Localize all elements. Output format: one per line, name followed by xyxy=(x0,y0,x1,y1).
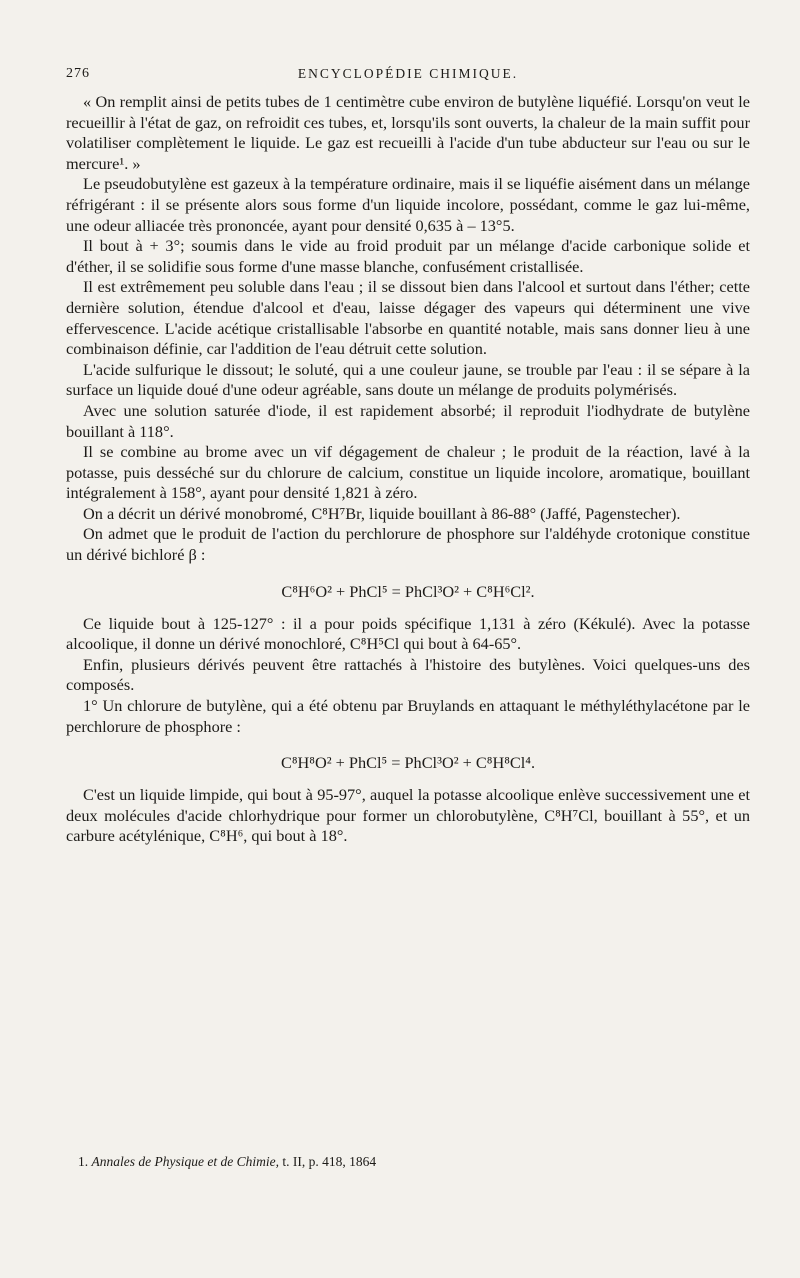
paragraph: On a décrit un dérivé monobromé, C⁸H⁷Br, liquide bouillant à 86-88° (Jaffé, Pagenstecher). xyxy=(83,503,681,523)
paragraph: Il se combine au brome avec un vif dégagement de chaleur ; le produit de la réaction, lavé à la potasse, puis desséché sur du chlorure de calcium, constitue un liquide incolore, aromatique, bouillant intégralement à 158°, ayant pour densité 1,821 à zéro. xyxy=(66,442,750,503)
paragraph: Il bout à + 3°; soumis dans le vide au froid produit par un mélange d'acide carbonique solide et d'éther, il se solidifie sous forme d'une masse blanche, confusément cristallisée. xyxy=(66,236,750,276)
paragraph: Le pseudobutylène est gazeux à la température ordinaire, mais il se liquéfie aisément dans un mélange réfrigérant : il se présente alors sous forme d'un liquide incolore, possédant, comme le gaz lui-même, une odeur alliacée très prononcée, ayant pour densité 0,635 à – 13°5. xyxy=(66,174,750,235)
chemical-equation: C⁸H⁸O² + PhCl⁵ = PhCl³O² + C⁸H⁸Cl⁴. xyxy=(280,753,536,773)
footnote-number: 1. xyxy=(78,1154,89,1169)
paragraph: C'est un liquide limpide, qui bout à 95-97°, auquel la potasse alcoolique enlève successivement une et deux molécules d'acide chlorhydrique pour former un chlorobutylène, C⁸H⁷Cl, bouillant à 55°, et un carbure acétylénique, C⁸H⁶, qui bout à 18°. xyxy=(66,785,750,846)
page-number: 276 xyxy=(66,66,90,81)
paragraph: Enfin, plusieurs dérivés peuvent être rattachés à l'histoire des butylènes. Voici quelques-uns des composés. xyxy=(66,654,750,695)
paragraph: On admet que le produit de l'action du perchlorure de phosphore sur l'aldéhyde crotonique constitue un dérivé bichloré β : xyxy=(66,524,750,565)
chemical-equation: C⁸H⁶O² + PhCl⁵ = PhCl³O² + C⁸H⁶Cl². xyxy=(281,581,535,601)
page-header xyxy=(66,60,750,88)
footnote-source: Annales de Physique et de Chimie, xyxy=(91,1154,279,1169)
footnote-reference: t. II, p. 418, 1864 xyxy=(278,1154,377,1169)
running-title: ENCYCLOPÉDIE CHIMIQUE. xyxy=(297,66,519,81)
paragraph: Avec une solution saturée d'iode, il est rapidement absorbé; il reproduit l'iodhydrate de butylène bouillant à 118°. xyxy=(66,400,750,441)
paragraph: L'acide sulfurique le dissout; le soluté, qui a une couleur jaune, se trouble par l'eau : il se sépare à la surface un liquide doué d'une odeur agréable, sans doute un mélange de produits polymérisés. xyxy=(66,359,750,400)
body-text xyxy=(66,92,750,847)
paragraph: Il est extrêmement peu soluble dans l'eau ; il se dissout bien dans l'alcool et surtout dans l'éther; cette dernière solution, étendue d'alcool et d'eau, laisse dégager des vapeurs qui déterminent une vive effervescence. L'acide acétique cristallisable l'absorbe en quantité notable, mais sans donner lieu à une combinaison définie, car l'addition de l'eau détruit cette solution. xyxy=(66,277,750,359)
paragraph: Ce liquide bout à 125-127° : il a pour poids spécifique 1,131 à zéro (Kékulé). Avec la potasse alcoolique, il donne un dérivé monochloré, C⁸H⁵Cl qui bout à 64-65°. xyxy=(66,613,750,654)
paragraph: 1° Un chlorure de butylène, qui a été obtenu par Bruylands en attaquant le méthyléthylacétone par le perchlorure de phosphore : xyxy=(66,696,750,736)
paragraph: « On remplit ainsi de petits tubes de 1 centimètre cube environ de butylène liquéfié. Lorsqu'on veut le recueillir à l'état de gaz, on refroidit ces tubes, et, lorsqu'ils sont ouverts, la chaleur de la main suffit pour volatiliser complètement le liquide. Le gaz est recueilli à l'acide d'un tube abducteur sur l'eau ou sur le mercure¹. » xyxy=(66,92,750,173)
footnote xyxy=(78,1154,376,1170)
